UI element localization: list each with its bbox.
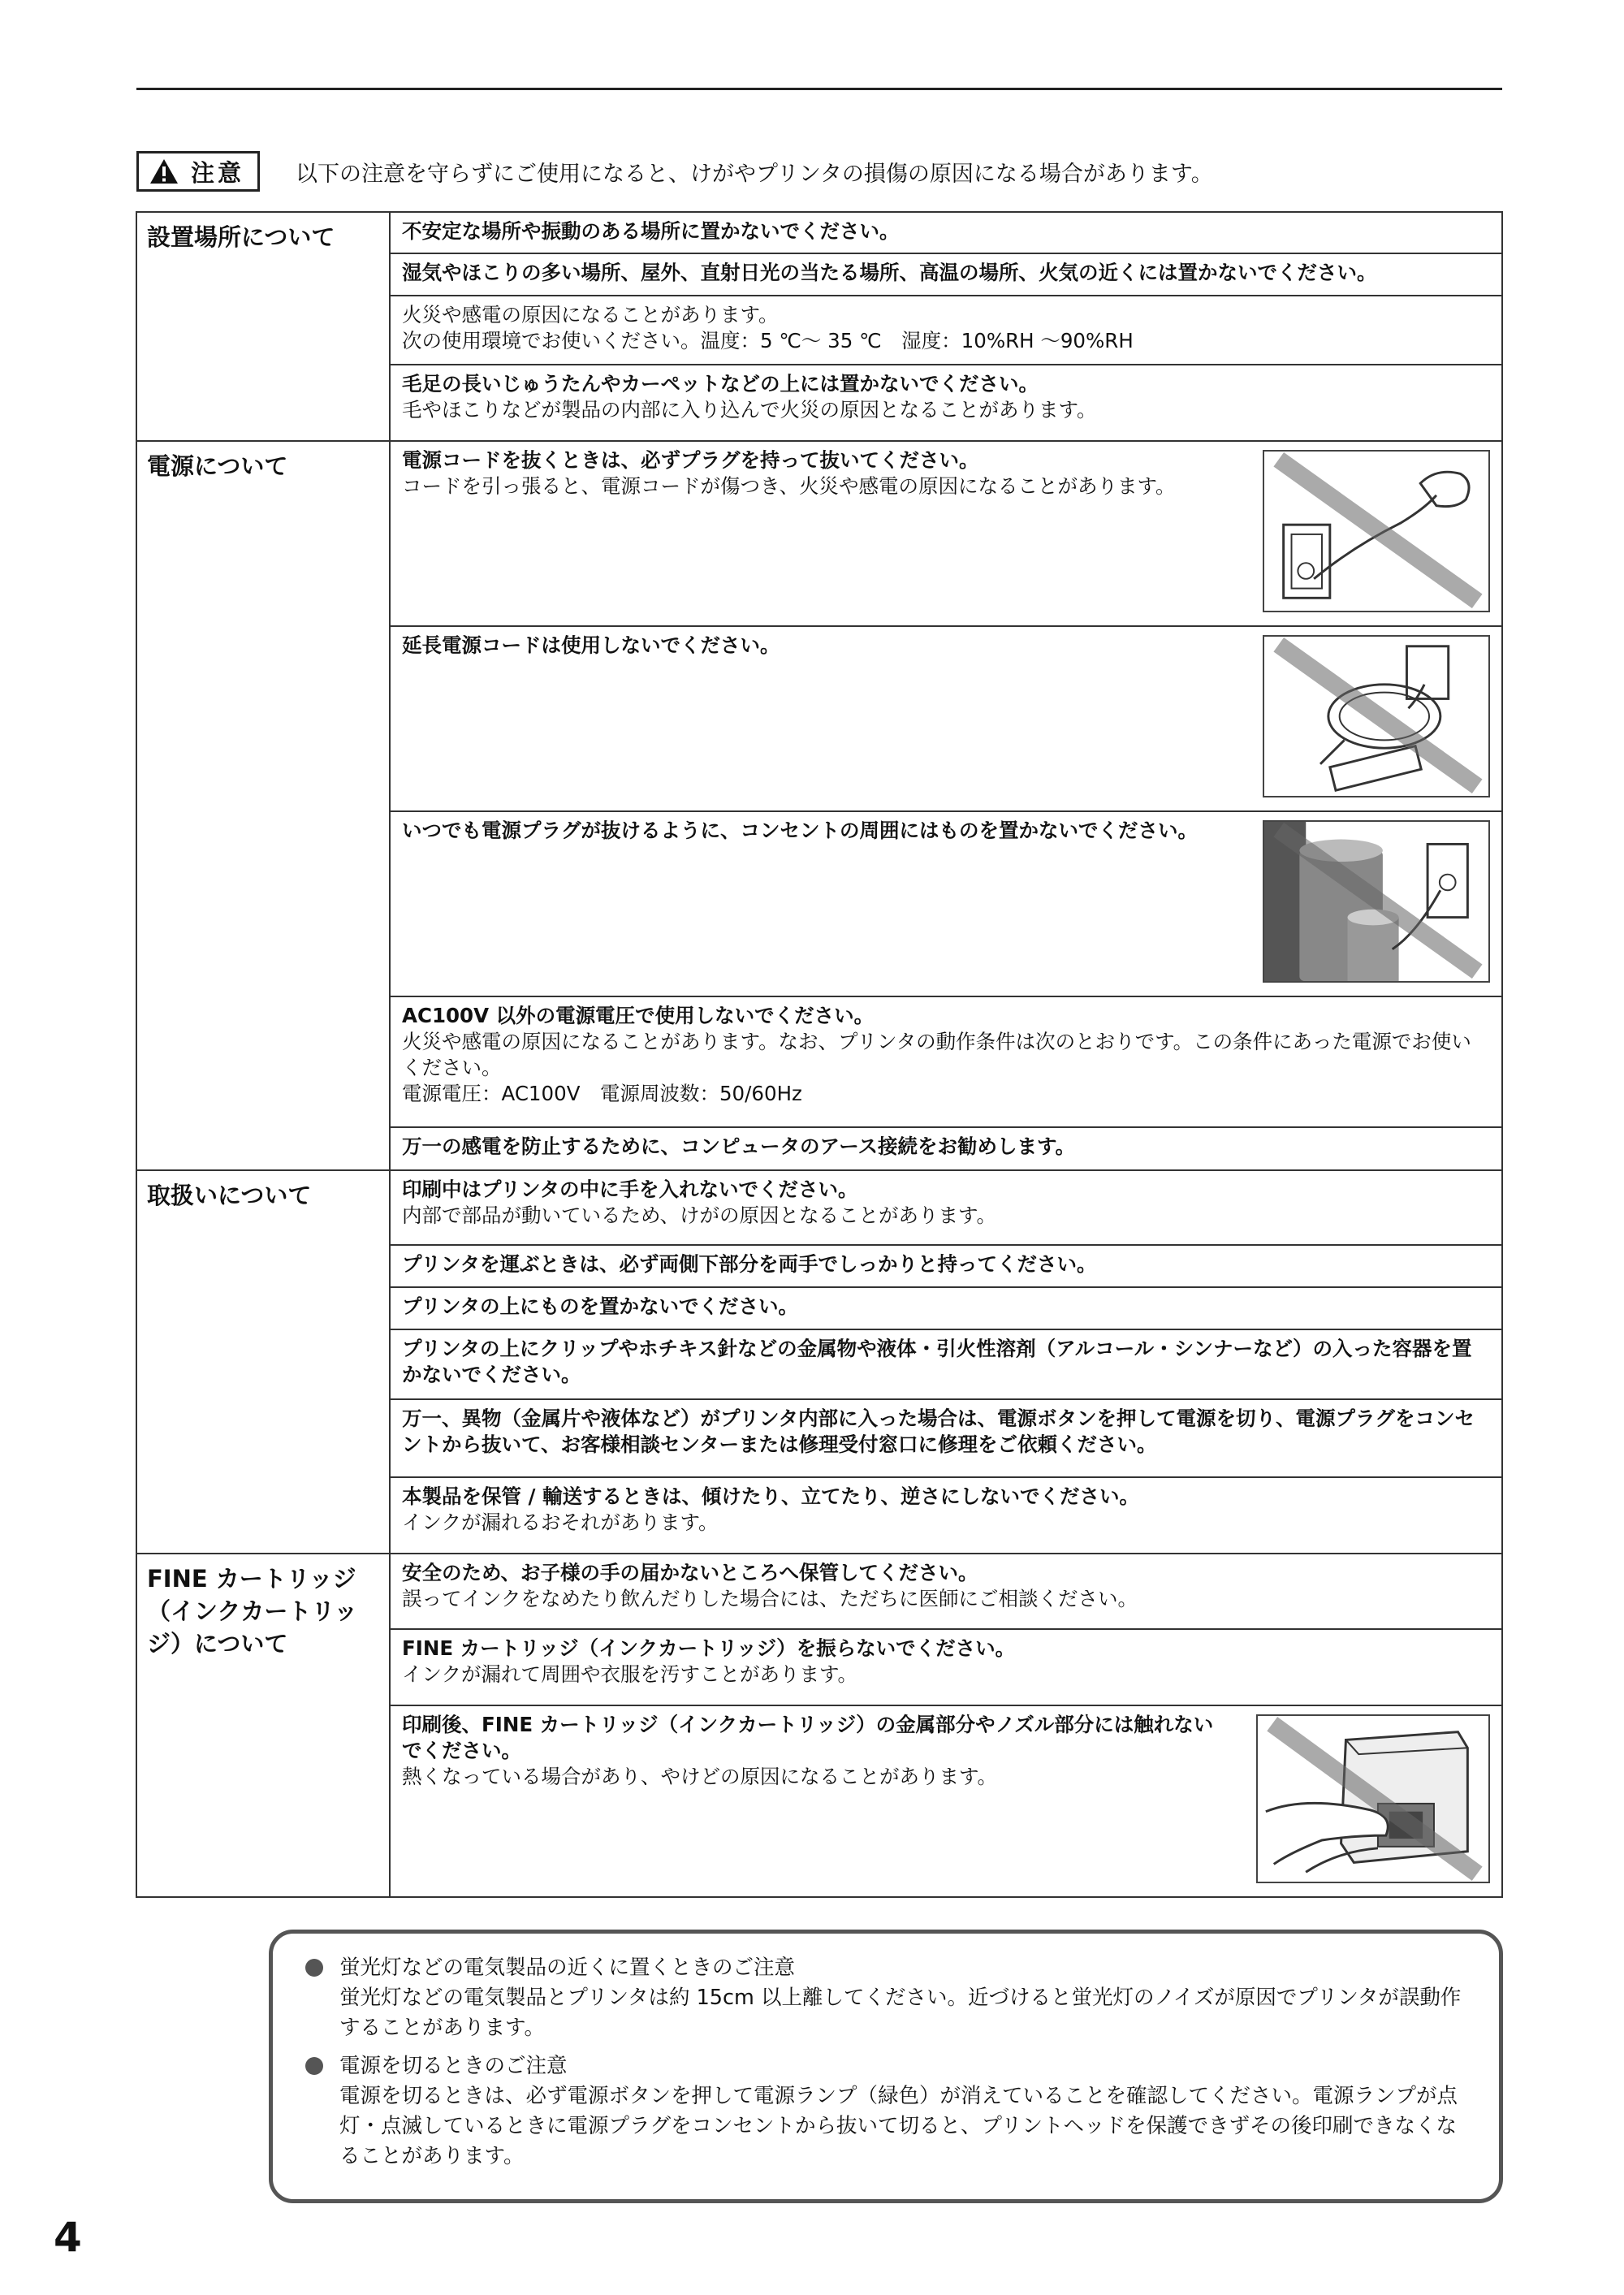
extension-cord-prohibited-icon [1263, 635, 1490, 797]
cartridge-item-1: 安全のため、お子様の手の届かないところへ保管してください。 誤ってインクをなめたり飲んだりした場合には、ただちに医師にご相談ください。 [390, 1554, 1502, 1629]
setup-item-4: 毛足の長いじゅうたんやカーペットなどの上には置かないでください。 毛やほこりなどが製品の内部に入り込んで火災の原因となることがあります。 [390, 365, 1502, 441]
unplug-by-cord-prohibited-icon [1263, 450, 1490, 612]
category-handling: 取扱いについて [136, 1170, 390, 1554]
power-item-3: いつでも電源プラグが抜けるように、コンセントの周囲にはものを置かないでください。 [390, 811, 1502, 996]
category-power: 電源について [136, 441, 390, 1170]
note-body: 蛍光灯などの電気製品とプリンタは約 15cm 以上離してください。近づけると蛍光灯のノイズが原因でプリンタが誤動作することがあります。 [339, 1986, 1462, 2040]
handling-item-3: プリンタの上にものを置かないでください。 [390, 1287, 1502, 1329]
note-fluorescent [305, 1953, 1466, 2043]
handling-item-1: 印刷中はプリンタの中に手を入れないでください。 内部で部品が動いているため、けがの原因となることがあります。 [390, 1170, 1502, 1245]
note-title: 蛍光灯などの電気製品の近くに置くときのご注意 [339, 1956, 796, 1980]
bullet-icon [305, 1959, 323, 1977]
caution-badge [136, 151, 260, 192]
power-item-1: 電源コードを抜くときは、必ずプラグを持って抜いてください。 コードを引っ張ると、電源コードが傷つき、火災や感電の原因になることがあります。 [390, 441, 1502, 626]
cartridge-item-3: 印刷後、FINE カートリッジ（インクカートリッジ）の金属部分やノズル部分には触れないでください。 熱くなっている場合があり、やけどの原因になることがあります。 [390, 1705, 1502, 1897]
warning-triangle-icon [149, 158, 179, 185]
setup-item-1: 不安定な場所や振動のある場所に置かないでください。 [390, 212, 1502, 253]
safety-table [136, 211, 1503, 1898]
setup-item-2: 湿気やほこりの多い場所、屋外、直射日光の当たる場所、高温の場所、火気の近くには置かないでください。 [390, 253, 1502, 296]
handling-item-2: プリンタを運ぶときは、必ず両側下部分を両手でしっかりと持ってください。 [390, 1245, 1502, 1287]
power-item-4: AC100V 以外の電源電圧で使用しないでください。 火災や感電の原因になることがあります。なお、プリンタの動作条件は次のとおりです。この条件にあった電源でお使いください。 電源電圧：AC100V 電源周波数：50/60Hz [390, 996, 1502, 1127]
notes-box [269, 1930, 1503, 2203]
category-setup: 設置場所について [136, 212, 390, 441]
header-rule [136, 88, 1502, 90]
touch-cartridge-contacts-prohibited-icon [1256, 1714, 1490, 1883]
bullet-icon [305, 2057, 323, 2075]
handling-item-4: プリンタの上にクリップやホチキス針などの金属物や液体・引火性溶剤（アルコール・シンナーなど）の入った容器を置かないでください。 [390, 1329, 1502, 1399]
caution-label: 注意 [191, 158, 245, 187]
note-body: 電源を切るときは、必ず電源ボタンを押して電源ランプ（緑色）が消えていることを確認してください。電源ランプが点灯・点滅しているときに電源プラグをコンセントから抜いて切ると、プリントヘッドを保護できずその後印刷できなくなることがあります。 [339, 2084, 1458, 2168]
note-power-off [305, 2051, 1466, 2172]
page-number: 4 [54, 2214, 82, 2261]
handling-item-6: 本製品を保管 / 輸送するときは、傾けたり、立てたり、逆さにしないでください。 インクが漏れるおそれがあります。 [390, 1477, 1502, 1554]
handling-item-5: 万一、異物（金属片や液体など）がプリンタ内部に入った場合は、電源ボタンを押して電源を切り、電源プラグをコンセントから抜いて、お客様相談センターまたは修理受付窓口に修理をご依頼ください。 [390, 1399, 1502, 1477]
power-item-5: 万一の感電を防止するために、コンピュータのアース接続をお勧めします。 [390, 1127, 1502, 1170]
setup-item-3: 火災や感電の原因になることがあります。 次の使用環境でお使いください。温度：5 ℃～ 35 ℃ 湿度：10%RH ～90%RH [390, 296, 1502, 365]
category-cartridge: FINE カートリッジ（インクカートリッジ）について [136, 1554, 390, 1897]
note-title: 電源を切るときのご注意 [339, 2054, 568, 2078]
objects-near-outlet-prohibited-icon [1263, 820, 1490, 983]
cartridge-item-2: FINE カートリッジ（インクカートリッジ）を振らないでください。 インクが漏れて周囲や衣服を汚すことがあります。 [390, 1629, 1502, 1705]
power-item-2: 延長電源コードは使用しないでください。 [390, 626, 1502, 811]
caution-header [136, 151, 1213, 192]
caution-intro: 以下の注意を守らずにご使用になると、けがやプリンタの損傷の原因になる場合があります。 [296, 161, 1213, 187]
